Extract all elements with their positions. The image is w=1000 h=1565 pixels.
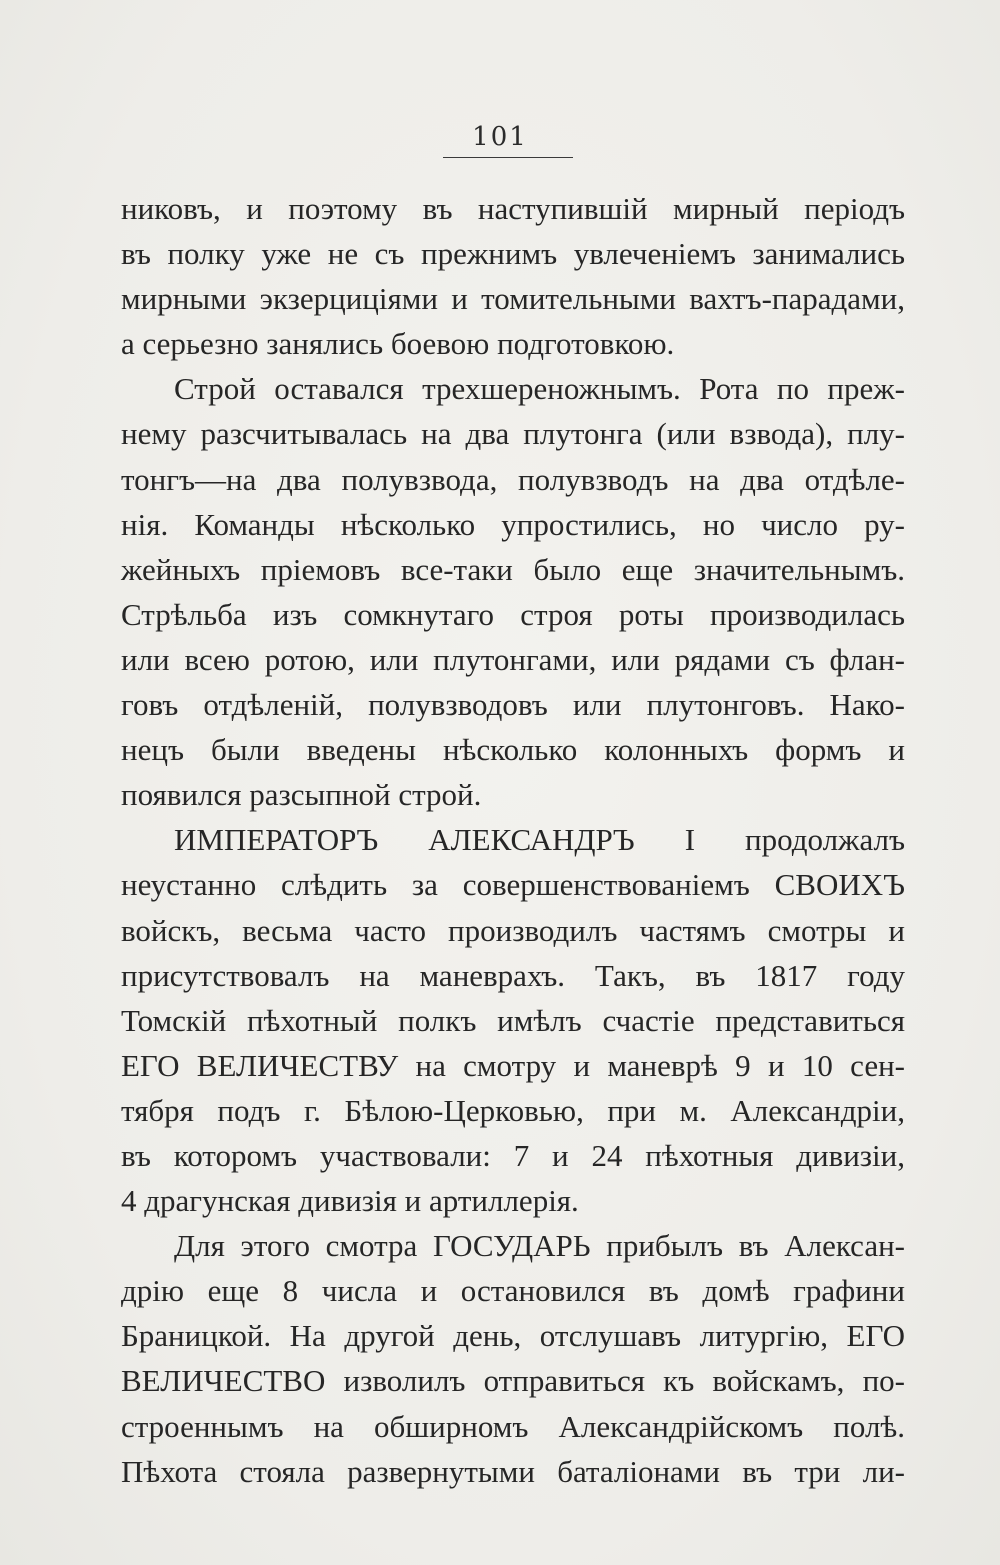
- text-line: говъ отдѣленій, полувзводовъ или плутонговъ. Нако-: [121, 687, 905, 723]
- header-rule: [443, 157, 573, 158]
- text-line: или всею ротою, или плутонгами, или рядами съ флан-: [121, 641, 905, 677]
- text-line: нія. Команды нѣсколько упростились, но число ру-: [121, 506, 905, 542]
- text-line: жейныхъ пріемовъ все-таки было еще значительнымъ.: [121, 551, 905, 587]
- text-line: неустанно слѣдить за совершенствованіемъ СВОИХЪ: [121, 867, 905, 903]
- text-line: Пѣхота стояла развернутыми баталіонами въ три ли-: [121, 1453, 905, 1489]
- text-line: ЕГО ВЕЛИЧЕСТВУ на смотру и маневрѣ 9 и 10 сен-: [121, 1047, 905, 1083]
- text-line: тонгъ—на два полувзвода, полувзводъ на два отдѣле-: [121, 461, 905, 497]
- text-line: въ которомъ участвовали: 7 и 24 пѣхотныя дивизіи,: [121, 1137, 905, 1173]
- paragraph: [121, 366, 905, 817]
- text-line: Томскій пѣхотный полкъ имѣлъ счастіе представиться: [121, 1002, 905, 1038]
- text-line: ИМПЕРАТОРЪ АЛЕКСАНДРЪ I продолжалъ: [174, 822, 905, 858]
- page-number: 101: [472, 122, 528, 152]
- text-line: Стрѣльба изъ сомкнутаго строя роты производилась: [121, 596, 905, 632]
- paragraph: [121, 186, 905, 366]
- text-line: мирными экзерциціями и томительными вахтъ-парадами,: [121, 281, 905, 317]
- text-line: Для этого смотра ГОСУДАРЬ прибылъ въ Алексан-: [174, 1228, 905, 1264]
- text-line: а серьезно занялись боевою подготовкою.: [121, 326, 675, 362]
- text-line: нему разсчитывалась на два плутонга (или взвода), плу-: [121, 416, 905, 452]
- text-line: тября подъ г. Бѣлою-Церковью, при м. Александріи,: [121, 1092, 905, 1128]
- text-line: ВЕЛИЧЕСТВО изволилъ отправиться къ войскамъ, по-: [121, 1363, 905, 1399]
- text-line: войскъ, весьма часто производилъ частямъ смотры и: [121, 912, 905, 948]
- paragraph: [121, 817, 905, 1223]
- text-line: присутствовалъ на маневрахъ. Такъ, въ 1817 году: [121, 957, 905, 993]
- body-text: [121, 186, 905, 1494]
- text-line: нецъ были введены нѣсколько колонныхъ формъ и: [121, 732, 905, 768]
- text-line: Браницкой. На другой день, отслушавъ литургію, ЕГО: [121, 1318, 905, 1354]
- text-line: дрію еще 8 числа и остановился въ домѣ графини: [121, 1273, 905, 1309]
- text-line: въ полку уже не съ прежнимъ увлеченіемъ занимались: [121, 236, 905, 272]
- text-line: никовъ, и поэтому въ наступившій мирный періодъ: [121, 191, 905, 226]
- text-line: строеннымъ на обширномъ Александрійскомъ полѣ.: [121, 1408, 905, 1444]
- text-line: 4 драгунская дивизія и артиллерія.: [121, 1183, 579, 1219]
- text-line: появился разсыпной строй.: [121, 777, 482, 813]
- text-line: Строй оставался трехшереножнымъ. Рота по преж-: [174, 371, 905, 407]
- paragraph: [121, 1223, 905, 1494]
